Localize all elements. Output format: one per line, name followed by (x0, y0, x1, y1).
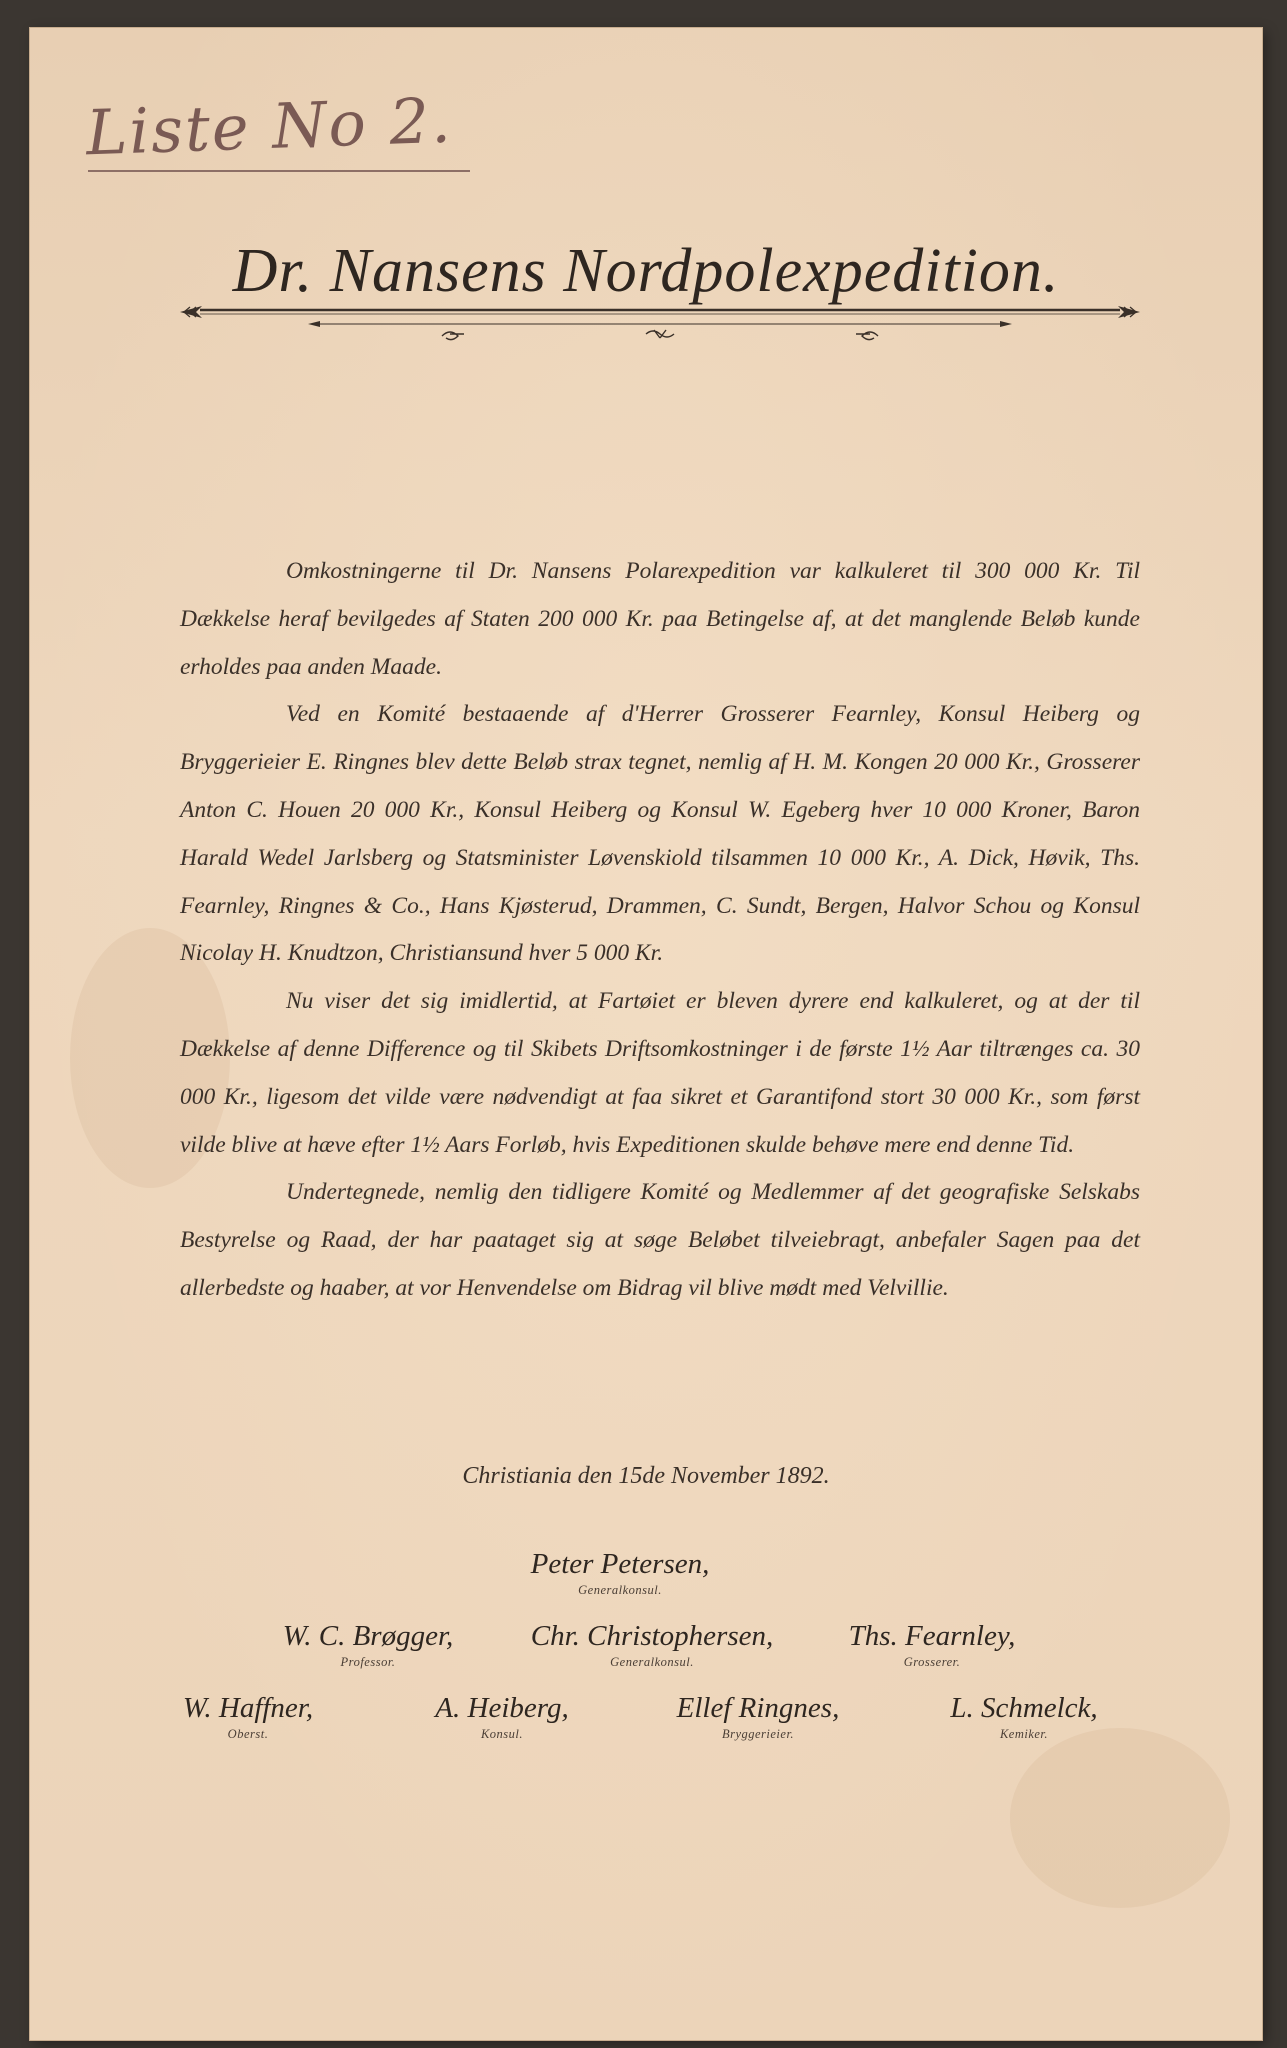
signatory-name: Chr. Christophersen, (530, 1620, 774, 1652)
signature-block (183, 1692, 313, 1742)
signature-block (950, 1692, 1097, 1742)
title-ornament (180, 300, 1140, 350)
handwritten-note: Liste No 2. (84, 83, 454, 170)
document-page (30, 28, 1262, 2040)
signatory-role: Generalkonsul. (610, 1655, 694, 1669)
paragraph-appeal: Undertegnede, nemlig den tidligere Komité og Medlemmer af det geografiske Selskabs Bestyrelse og Raad, der har paataget sig at søge Beløbet tilveiebragt, anbefaler Sagen paa det allerbedste og haaber, at vor Henvendelse om Bidrag vil blive mødt med Velvillie. (180, 1179, 1140, 1301)
handwritten-underline (88, 170, 470, 172)
signatory-role: Generalkonsul. (578, 1583, 662, 1597)
signatory-role: Kemiker. (999, 1727, 1049, 1741)
paragraph-costs: Omkostningerne til Dr. Nansens Polarexpedition var kalkuleret til 300 000 Kr. Til Dækkelse heraf bevilgedes af Staten 200 000 Kr. paa Betingelse af, at det manglende Beløb kunde erholdes paa anden Maade. (180, 558, 1140, 680)
signatory-name: W. C. Brøgger, (282, 1620, 454, 1652)
signatory-name: A. Heiberg, (435, 1692, 569, 1724)
paragraph-committee: Ved en Komité bestaaende af d'Herrer Grosserer Fearnley, Konsul Heiberg og Bryggerieier E. Ringnes blev dette Beløb strax tegnet, nemlig af H. M. Kongen 20 000 Kr., Grosserer Anton C. Houen 20 000 Kr., Konsul Heiberg og Konsul W. Egeberg hver 10 000 Kroner, Baron Harald Wedel Jarlsberg og Statsminister Løvenskiold tilsammen 10 000 Kr., A. Dick, Høvik, Ths. Fearnley, Ringnes & Co., Hans Kjøsterud, Drammen, C. Sundt, Bergen, Halvor Schou og Konsul Nicolay H. Knudtzon, Christiansund hver 5 000 Kr. (180, 701, 1140, 967)
signature-block (531, 1620, 774, 1670)
signatory-name: Ths. Fearnley, (848, 1620, 1016, 1652)
dateline: Christiania den 15de November 1892. (462, 1463, 830, 1489)
signatory-name: Ellef Ringnes, (676, 1692, 840, 1724)
signature-block (849, 1620, 1016, 1670)
signatory-role: Grosserer. (903, 1655, 961, 1669)
signatory-name: Peter Petersen, (530, 1548, 710, 1580)
letter-body (180, 548, 1140, 1313)
signatory-role: Oberst. (227, 1727, 269, 1741)
signature-block (283, 1620, 454, 1670)
signatory-name: W. Haffner, (182, 1692, 314, 1724)
signatory-role: Bryggerieier. (721, 1727, 795, 1741)
signature-block (677, 1692, 840, 1742)
document-title: Dr. Nansens Nordpolexpedition. (232, 237, 1060, 305)
signatory-role: Konsul. (480, 1727, 524, 1741)
signature-block (435, 1692, 568, 1742)
signature-block (531, 1548, 710, 1598)
paragraph-shortfall: Nu viser det sig imidlertid, at Fartøiet er bleven dyrere end kalkuleret, og at der til Dækkelse af denne Difference og til Skibets Driftsomkostninger i de første 1½ Aar tiltrænges ca. 30 000 Kr., ligesom det vilde være nødvendigt at faa sikret et Garantifond stort 30 000 Kr., som først vilde blive at hæve efter 1½ Aars Forløb, hvis Expeditionen skulde behøve mere end denne Tid. (180, 988, 1140, 1158)
signatory-role: Professor. (340, 1655, 396, 1669)
signatory-name: L. Schmelck, (950, 1692, 1098, 1724)
paper-stain (1010, 1728, 1230, 1908)
